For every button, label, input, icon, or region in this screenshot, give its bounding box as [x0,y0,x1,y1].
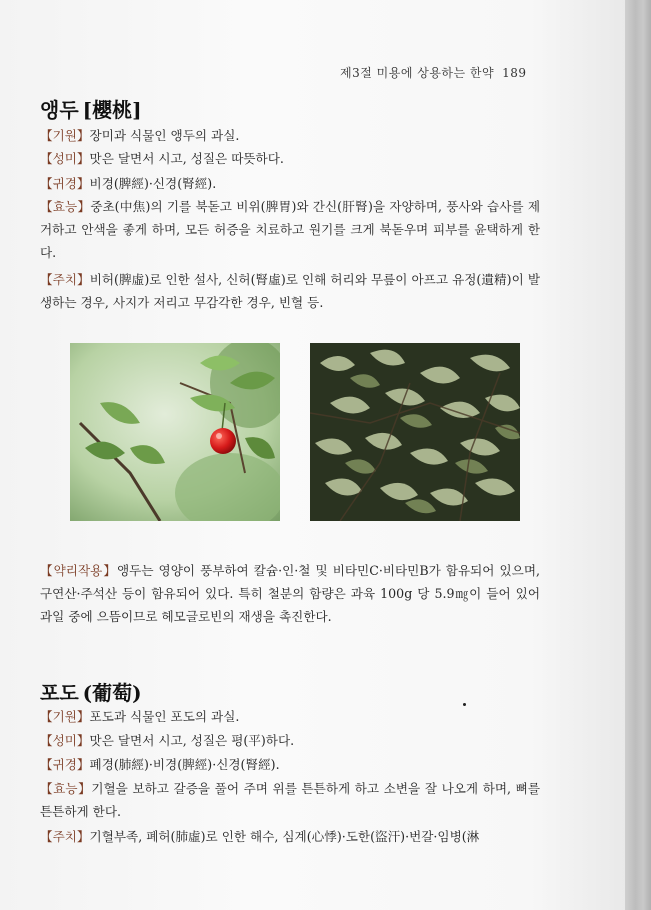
field-efficacy [40,777,540,823]
field-nature-taste [40,729,540,752]
entry-title-cherry [40,94,142,123]
field-text: 장미과 식물인 앵두의 과실. [89,128,240,143]
page-number: 189 [502,66,527,80]
field-tag: 【효능】 [40,781,92,796]
field-meridian [40,753,540,776]
field-origin [40,705,540,728]
field-text: 기혈부족, 폐허(肺虛)로 인한 해수, 심계(心悸)·도한(盜汗)·번갈·임병(淋 [89,829,480,844]
field-text: 맛은 달면서 시고, 성질은 따뜻하다. [89,151,284,166]
field-tag: 【귀경】 [40,176,90,191]
entry-name: 포도 [40,681,79,705]
field-tag: 【귀경】 [40,757,90,772]
field-text: 앵두는 영양이 풍부하여 칼슘·인·철 및 비타민C·비타민B가 함유되어 있으며, 구연산·주석산 등이 함유되어 있다. 특히 철분의 함량은 과육 100g 당 5.9㎎이 들어 있어 과일 중에 으뜸이므로 헤모글로빈의 재생을 촉진한다. [40,563,540,624]
entry-title-grape [40,677,142,706]
running-head [340,64,527,81]
field-text: 비경(脾經)·신경(腎經). [89,176,217,191]
field-indications [40,268,540,314]
field-tag: 【성미】 [40,151,90,166]
field-tag: 【기원】 [40,128,90,143]
field-nature-taste [40,147,540,170]
field-tag: 【주치】 [40,272,90,287]
field-tag: 【기원】 [40,709,90,724]
cherry-shrub-photo [310,343,520,521]
field-text: 맛은 달면서 시고, 성질은 평(平)하다. [89,733,295,748]
book-spine-edge [625,0,651,910]
field-text: 중초(中焦)의 기를 북돋고 비위(脾胃)와 간신(肝腎)을 자양하며, 풍사와 습사를 제거하고 안색을 좋게 하며, 모든 허증을 치료하고 원기를 크게 북돋우며 피부를 윤택하게 한다. [40,199,540,260]
field-text: 기혈을 보하고 갈증을 풀어 주며 위를 튼튼하게 하고 소변을 잘 나오게 하며, 뼈를 튼튼하게 한다. [40,781,540,819]
field-tag: 【주치】 [40,829,90,844]
field-origin [40,124,540,147]
entry-hanja: (葡萄) [82,681,142,705]
chapter-title: 제3절 미용에 상용하는 한약 [340,66,495,80]
entry-hanja: [櫻桃] [82,98,142,122]
field-efficacy [40,195,540,264]
field-tag: 【성미】 [40,733,90,748]
field-meridian [40,172,540,195]
field-text: 포도과 식물인 포도의 과실. [89,709,240,724]
cherry-branch-photo [70,343,280,521]
field-text: 폐경(肺經)·비경(脾經)·신경(腎經). [89,757,280,772]
field-tag: 【약리작용】 [40,563,117,578]
field-pharmacology [40,559,540,628]
field-text: 비허(脾虛)로 인한 설사, 신허(腎虛)로 인해 허리와 무릎이 아프고 유정(遺精)이 발생하는 경우, 사지가 저리고 무감각한 경우, 빈혈 등. [40,272,540,310]
field-indications [40,825,540,848]
entry-name: 앵두 [40,98,79,122]
field-tag: 【효능】 [40,199,91,214]
